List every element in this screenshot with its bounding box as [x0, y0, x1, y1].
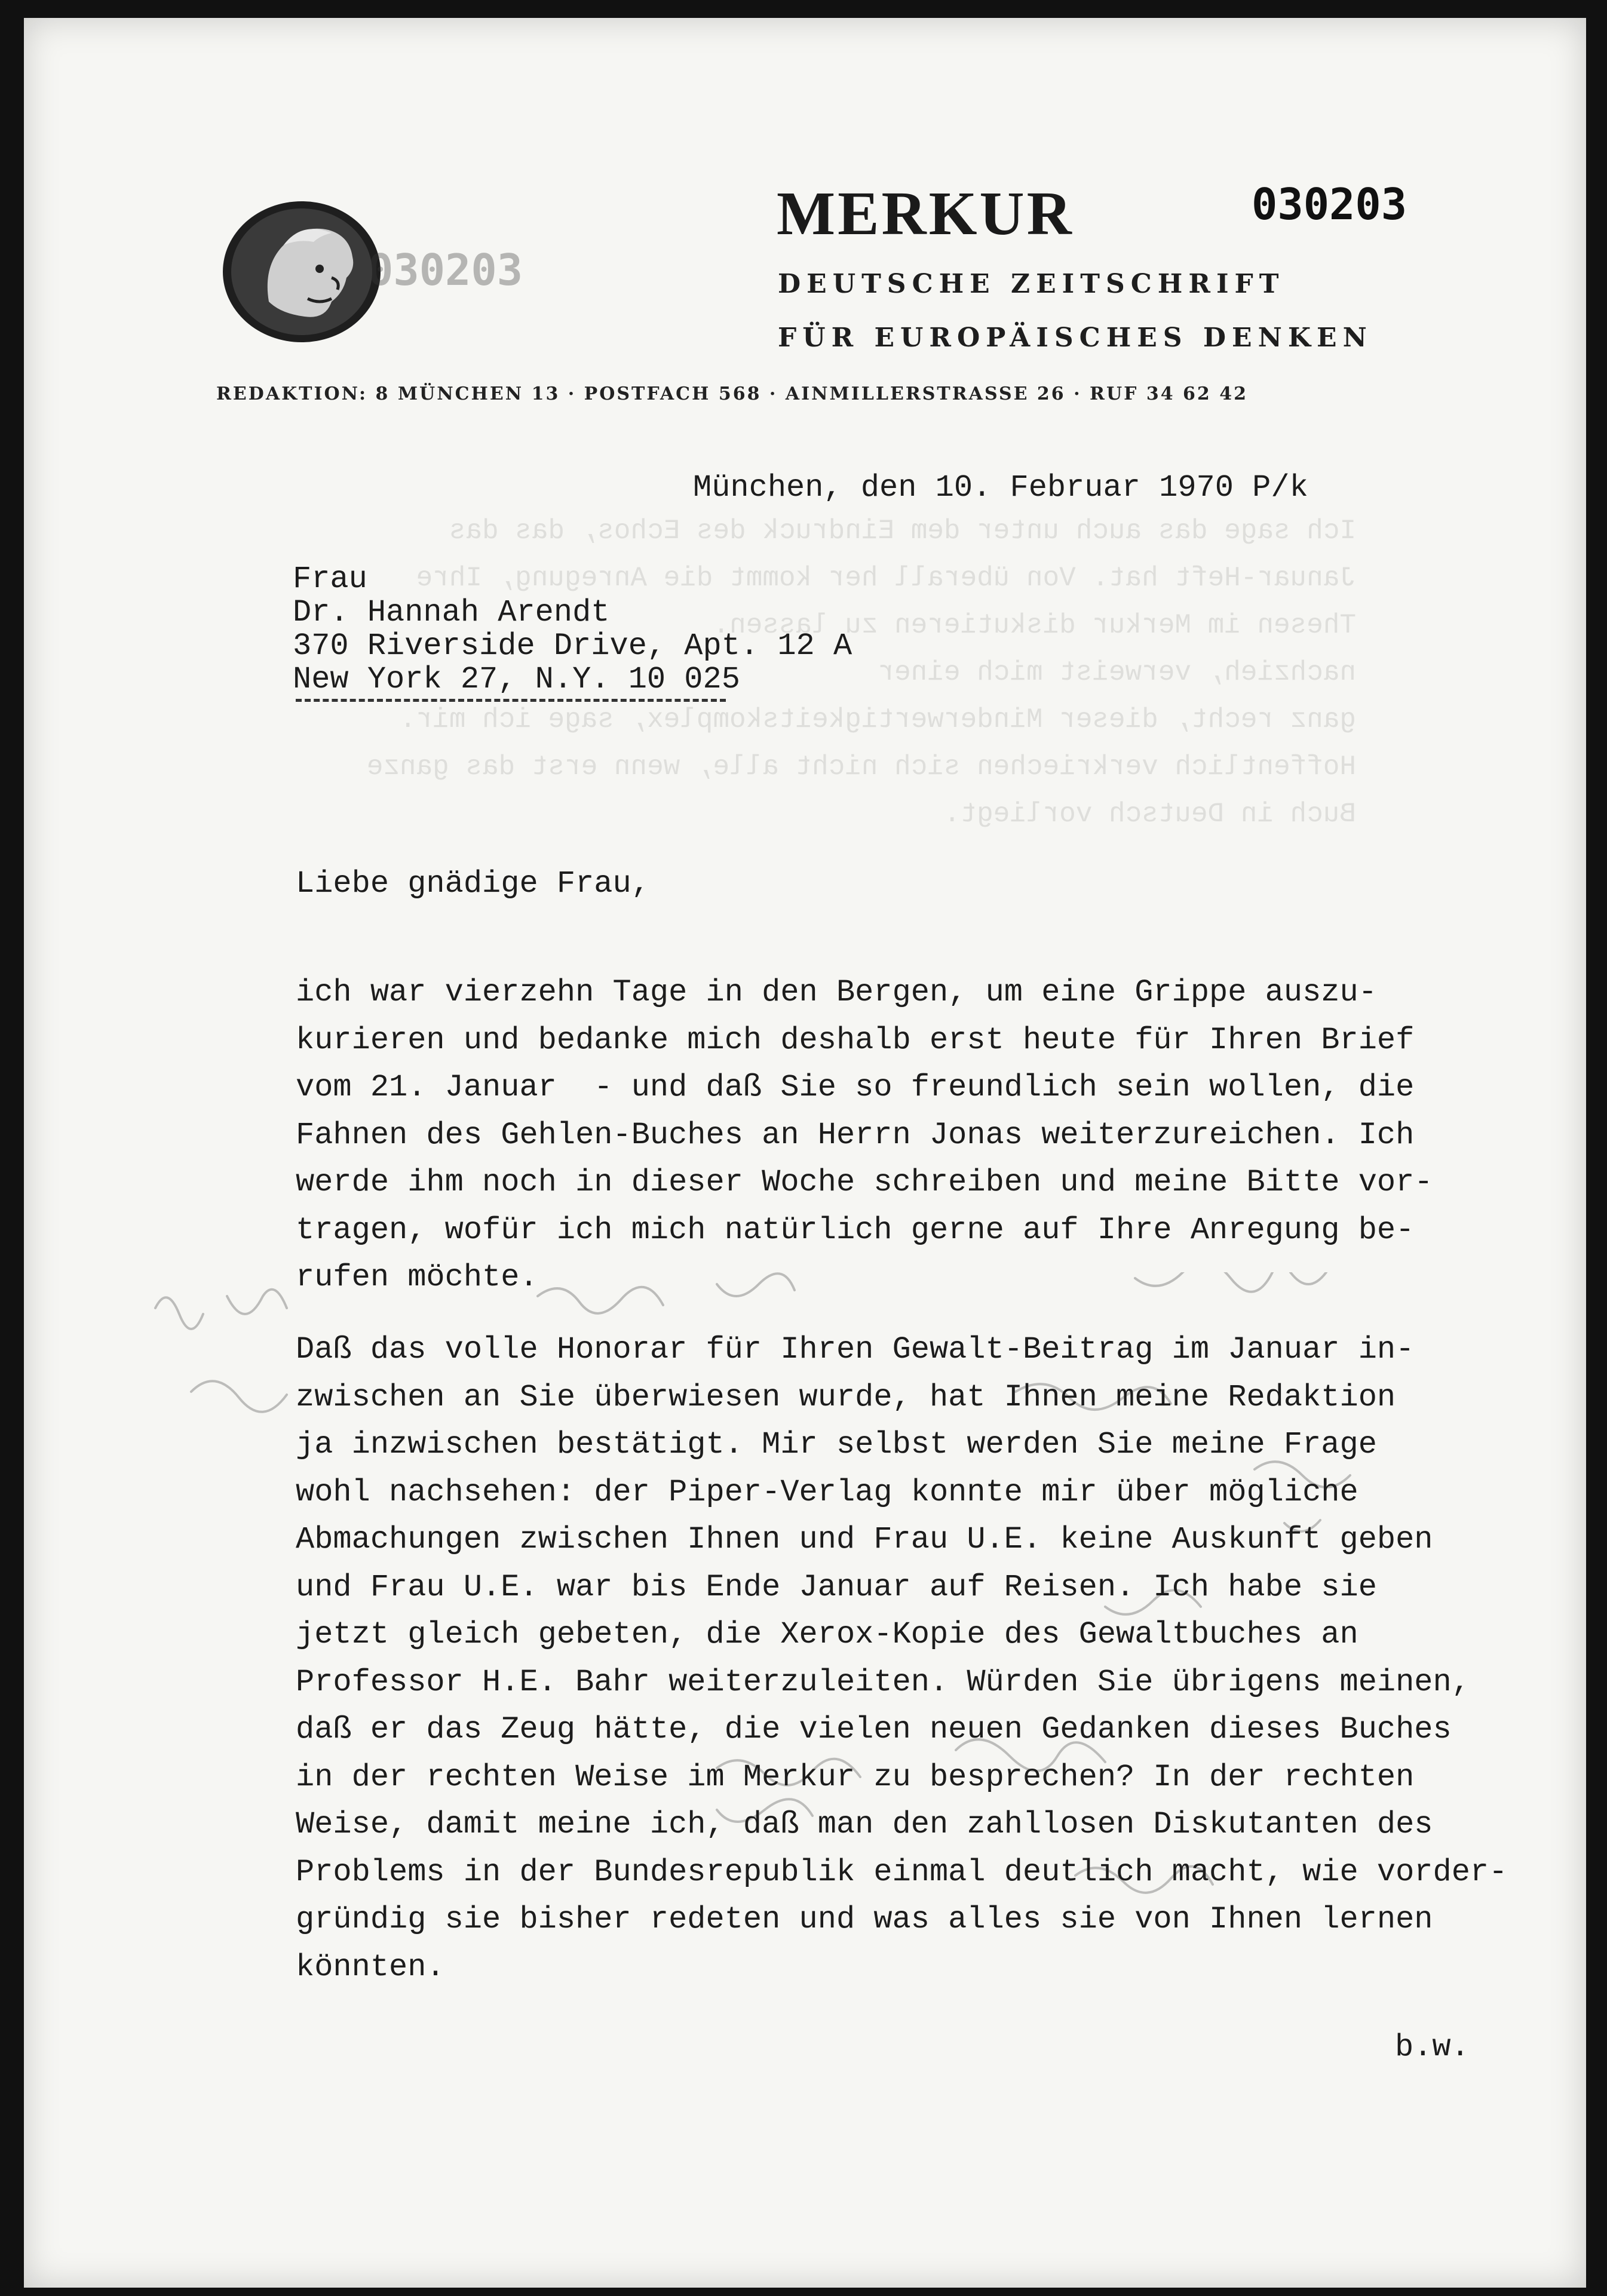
- recipient-street: 370 Riverside Drive, Apt. 12 A: [293, 628, 852, 664]
- reverse-side-bleed-through: Ich sage das auch unter dem Eindruck des Echos, das das Januar-Heft hat. Von überall her kommt die Anregung, Ihre Thesen im Merkur diskutieren zu lassen. nachzieh, verweist mich einer ganz recht, dieser Minderwertigkeitskomplex, sage ich mir. Hoffentlich verkriechen sich nicht alle, wenn erst das ganze Buch in Deutsch vorliegt.: [366, 515, 1356, 830]
- paragraph-2: Daß das volle Honorar für Ihren Gewalt-Beitrag im Januar in- zwischen an Sie überwiesen wurde, hat Ihnen meine Redaktion ja inzwischen bestätigt. Mir selbst werden Sie meine Frage wohl nachsehen: der Piper-Verlag konnte mir über mögliche Abmachungen zwischen Ihnen und Frau U.E. keine Auskunft geben und Frau U.E. war bis Ende Januar auf Reisen. Ich habe sie jetzt gleich gebeten, die Xerox-Kopie des Gewaltbuches an Professor H.E. Bahr weiterzuleiten. Würden Sie übrigens meinen, daß er das Zeug hätte, die vielen neuen Gedanken dieses Buches in der rechten Weise im Merkur zu besprechen? In der rechten Weise, damit meine ich, daß man den zahllosen Diskutanten des Problems in der Bundesrepublik einmal deutlich macht, wie vorder- gründig sie bisher redeten und was alles sie von Ihnen lernen könnten.: [296, 1332, 1508, 1985]
- archive-number: 030203: [1252, 179, 1407, 229]
- masthead-subtitle-2: FÜR EUROPÄISCHES DENKEN: [778, 323, 1373, 353]
- date-line: München, den 10. Februar 1970 P/k: [693, 470, 1308, 505]
- greeting: Liebe gnädige Frau,: [296, 866, 650, 901]
- hermes-coin-logo: [218, 197, 385, 346]
- recipient-name: Dr. Hannah Arendt: [293, 595, 610, 630]
- editorial-address: REDAKTION: 8 MÜNCHEN 13 · POSTFACH 568 · AINMILLERSTRASSE 26 · RUF 34 62 42: [216, 383, 1248, 404]
- masthead-subtitle-1: DEUTSCHE ZEITSCHRIFT: [778, 269, 1285, 299]
- page-turn-note: b.w.: [1395, 2030, 1470, 2065]
- paragraph-1: ich war vierzehn Tage in den Bergen, um eine Grippe auszu- kurieren und bedanke mich deshalb erst heute für Ihren Brief vom 21. Januar - und daß Sie so freundlich sein wollen, die Fahnen des Gehlen-Buches an Herrn Jonas weiterzureichen. Ich werde ihm noch in dieser Woche schreiben und meine Bitte vor- tragen, wofür ich mich natürlich gerne auf Ihre Anregung be- rufen möchte.: [296, 975, 1433, 1295]
- recipient-address: [293, 563, 852, 696]
- recipient-salutation: Frau: [293, 561, 367, 597]
- letter-page: [24, 18, 1586, 2288]
- masthead-title: MERKUR: [777, 179, 1074, 248]
- address-underline: [296, 699, 726, 702]
- faint-stamp-number: 030203: [367, 245, 523, 295]
- recipient-city: New York 27, N.Y. 10 025: [293, 662, 740, 697]
